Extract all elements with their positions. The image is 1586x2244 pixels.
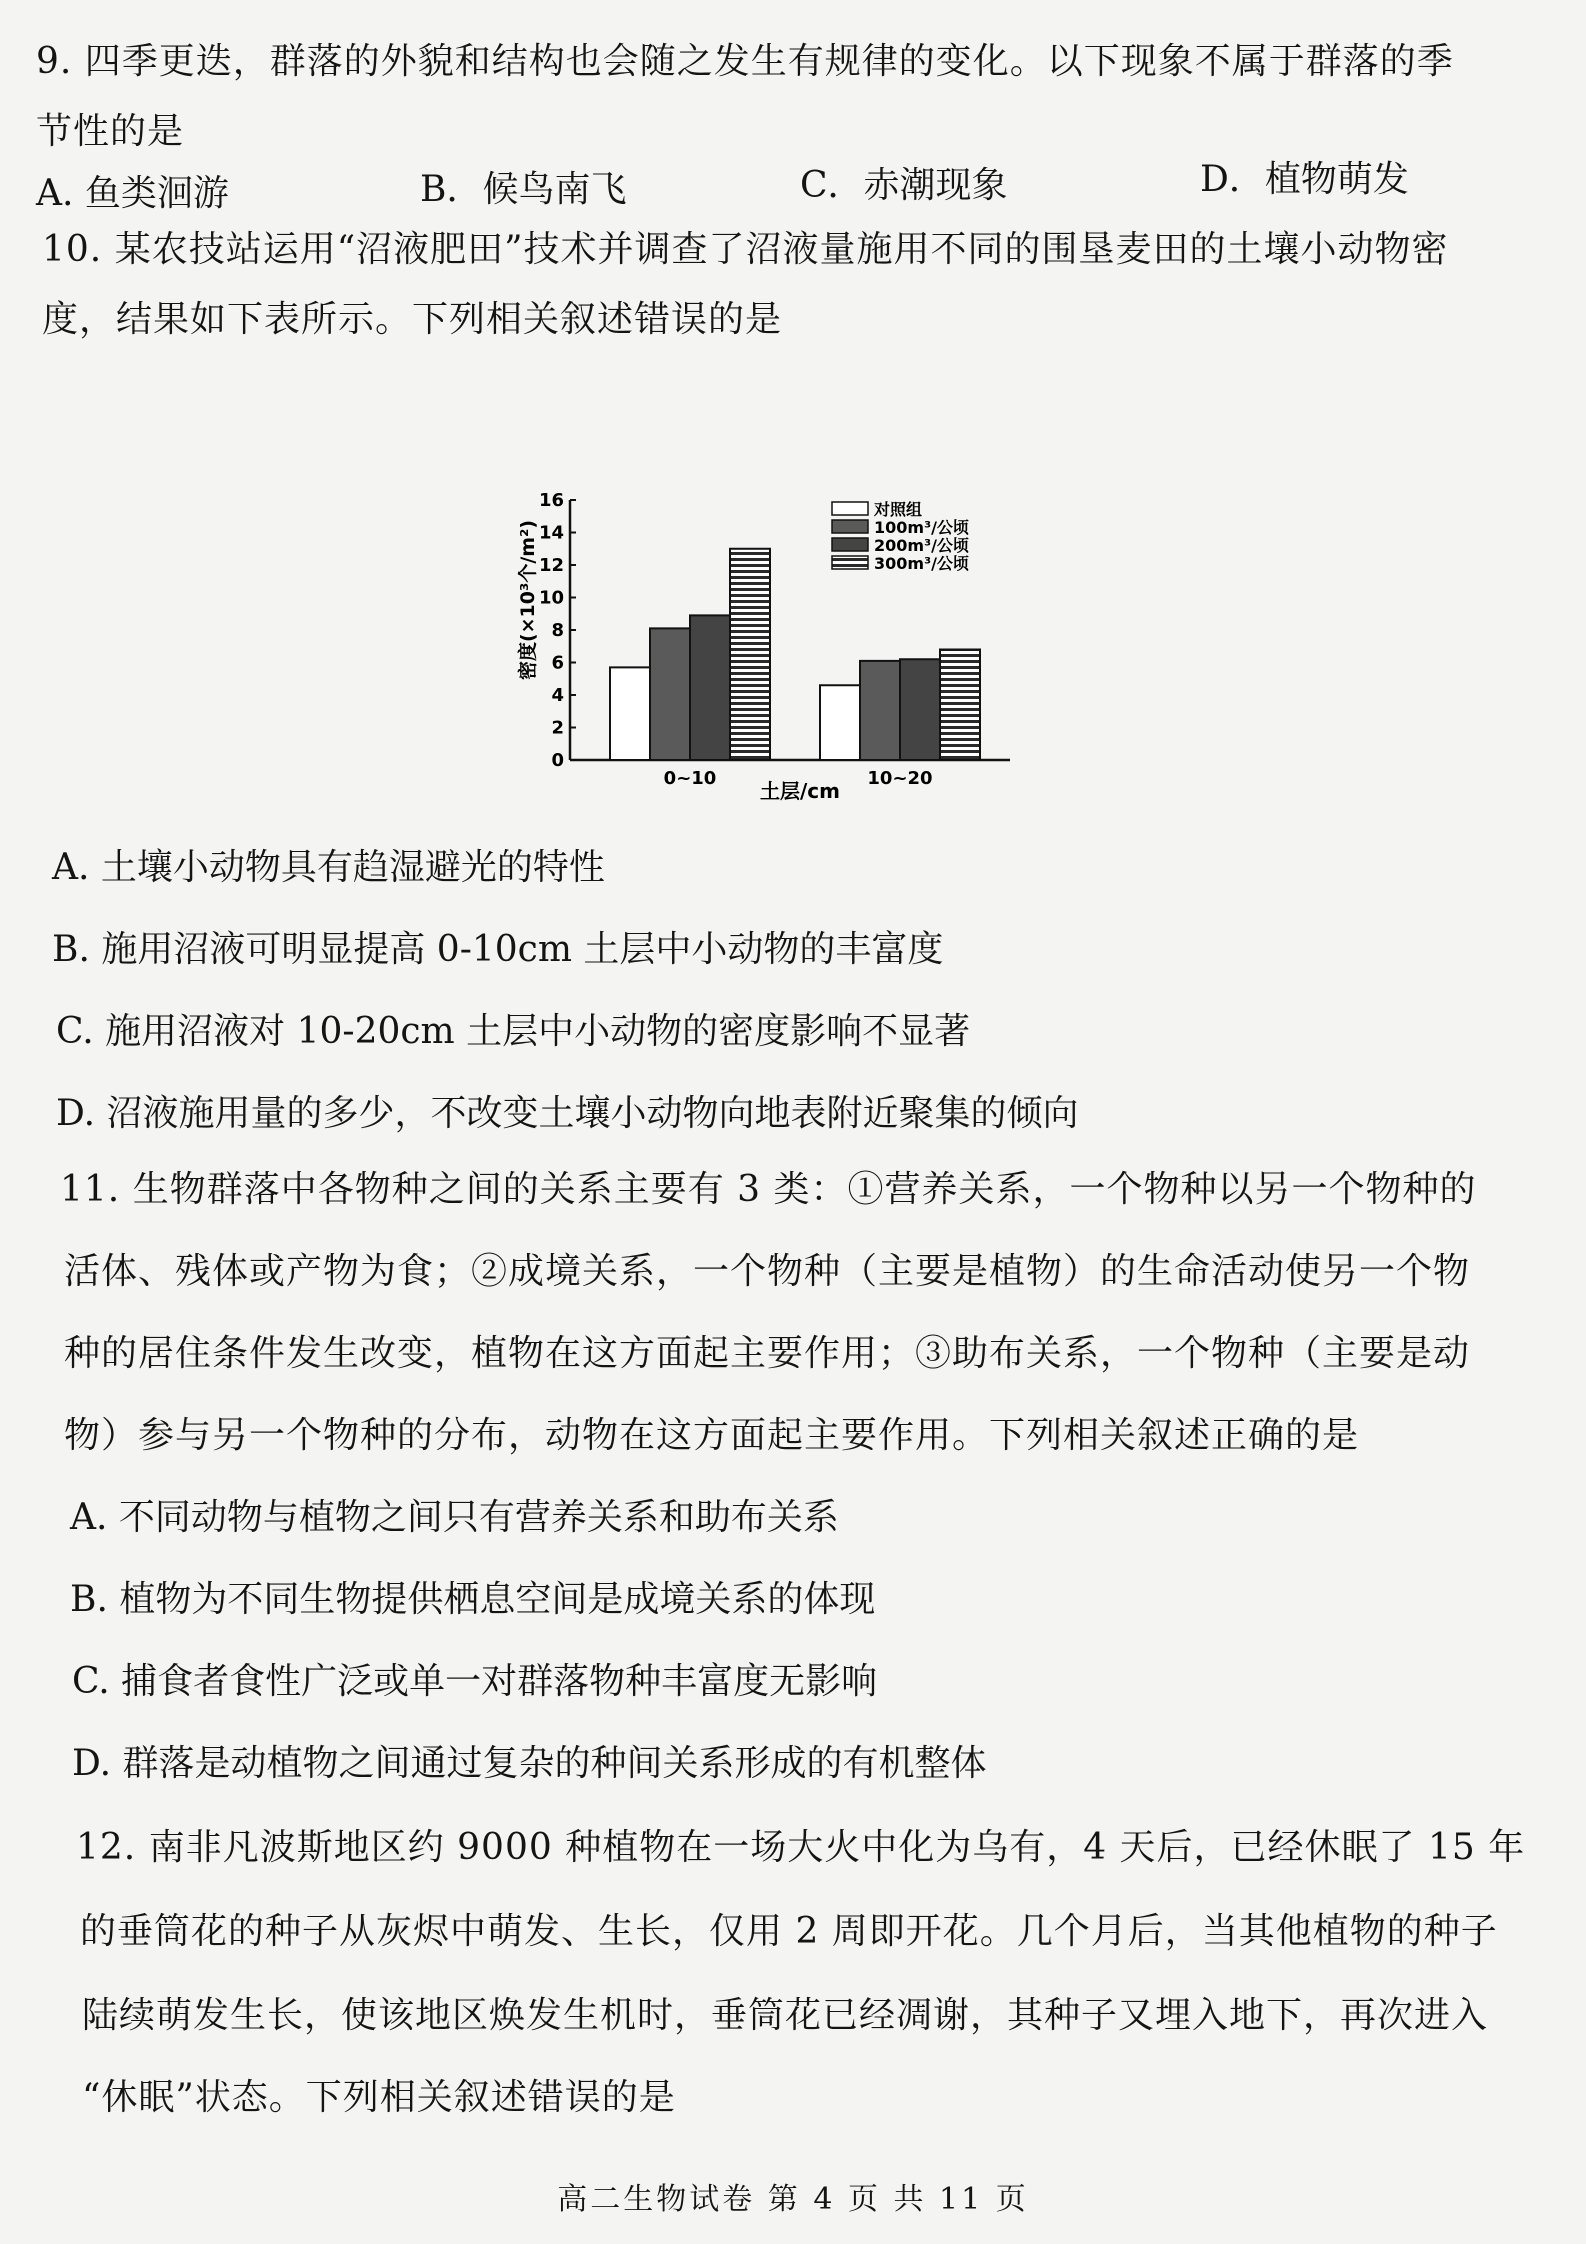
x-axis-label: 土层/cm — [760, 779, 840, 803]
q10-option-b: B. 施用沼液可明显提高 0-10cm 土层中小动物的丰富度 — [52, 929, 944, 970]
q11-option-a: A. 不同动物与植物之间只有营养关系和助布关系 — [70, 1497, 839, 1538]
soil-animal-density-chart — [500, 480, 1060, 820]
q10-stem-line1: 10. 某农技站运用“沼液肥田”技术并调查了沼液量施用不同的围垦麦田的土壤小动物密 — [42, 229, 1449, 270]
y-tick-label: 0 — [551, 750, 564, 771]
q9-stem-line2: 节性的是 — [36, 111, 185, 152]
q9-option-c: C．赤潮现象 — [800, 165, 1008, 206]
bar — [610, 667, 650, 760]
y-tick-label: 14 — [538, 522, 564, 544]
q9-option-d: D．植物萌发 — [1200, 159, 1409, 200]
q11-stem-line3: 种的居住条件发生改变，植物在这方面起主要作用；③助布关系，一个物种（主要是动 — [64, 1333, 1471, 1374]
legend-swatch — [832, 538, 868, 551]
q10-stem-line2: 度，结果如下表所示。下列相关叙述错误的是 — [42, 299, 783, 340]
bar — [900, 659, 940, 760]
legend-label: 100m³/公顷 — [874, 518, 969, 537]
y-tick-label: 12 — [538, 555, 564, 576]
q9-option-b: B．候鸟南飞 — [420, 169, 627, 210]
y-tick-label: 2 — [551, 717, 564, 739]
bar — [820, 685, 860, 760]
bar — [730, 549, 770, 760]
q11-stem-line4: 物）参与另一个物种的分布，动物在这方面起主要作用。下列相关叙述正确的是 — [64, 1415, 1360, 1456]
legend-label: 200m³/公顷 — [874, 536, 969, 555]
x-tick-label: 10~20 — [867, 768, 933, 789]
bar — [650, 628, 690, 760]
q9-option-a: A. 鱼类洄游 — [36, 173, 229, 214]
q10-option-d: D. 沼液施用量的多少，不改变土壤小动物向地表附近聚集的倾向 — [56, 1093, 1079, 1134]
x-tick-label: 0~10 — [663, 768, 717, 789]
q11-option-d: D. 群落是动植物之间通过复杂的种间关系形成的有机整体 — [72, 1743, 987, 1784]
q12-stem-line2: 的垂筒花的种子从灰烬中萌发、生长，仅用 2 周即开花。几个月后，当其他植物的种子 — [80, 1911, 1498, 1952]
q12-stem-line1: 12. 南非凡波斯地区约 9000 种植物在一场大火中化为乌有，4 天后，已经休眠了 15 年 — [76, 1827, 1526, 1868]
q10-option-c: C. 施用沼液对 10-20cm 土层中小动物的密度影响不显著 — [56, 1011, 971, 1052]
q11-option-b: B. 植物为不同生物提供栖息空间是成境关系的体现 — [70, 1579, 876, 1620]
y-tick-label: 8 — [551, 620, 564, 641]
y-tick-label: 16 — [538, 490, 564, 511]
y-tick-label: 4 — [551, 685, 564, 706]
q11-stem-line1: 11. 生物群落中各物种之间的关系主要有 3 类：①营养关系，一个物种以另一个物种的 — [60, 1169, 1477, 1210]
q12-stem-line3: 陆续萌发生长，使该地区焕发生机时，垂筒花已经凋谢，其种子又埋入地下，再次进入 — [82, 1995, 1489, 2036]
q10-option-a: A. 土壤小动物具有趋湿避光的特性 — [52, 847, 605, 888]
page-footer: 高二生物试卷 第 4 页 共 11 页 — [557, 2182, 1029, 2217]
q11-stem-line2: 活体、残体或产物为食；②成境关系，一个物种（主要是植物）的生命活动使另一个物 — [64, 1251, 1471, 1292]
bar — [940, 650, 980, 761]
legend-swatch — [832, 556, 868, 569]
y-tick-label: 10 — [538, 587, 564, 609]
bar — [690, 615, 730, 760]
y-axis-label: 密度(×10³个/m²) — [517, 519, 539, 681]
bar — [860, 661, 900, 760]
legend-swatch — [832, 520, 868, 533]
legend-label: 对照组 — [874, 500, 923, 519]
q9-stem-line1: 9. 四季更迭，群落的外貌和结构也会随之发生有规律的变化。以下现象不属于群落的季 — [36, 41, 1454, 82]
q11-option-c: C. 捕食者食性广泛或单一对群落物种丰富度无影响 — [72, 1661, 878, 1702]
q12-stem-line4: “休眠”状态。下列相关叙述错误的是 — [82, 2077, 676, 2118]
y-tick-label: 6 — [551, 652, 564, 674]
legend-swatch — [832, 502, 868, 515]
legend-label: 300m³/公顷 — [874, 554, 969, 573]
